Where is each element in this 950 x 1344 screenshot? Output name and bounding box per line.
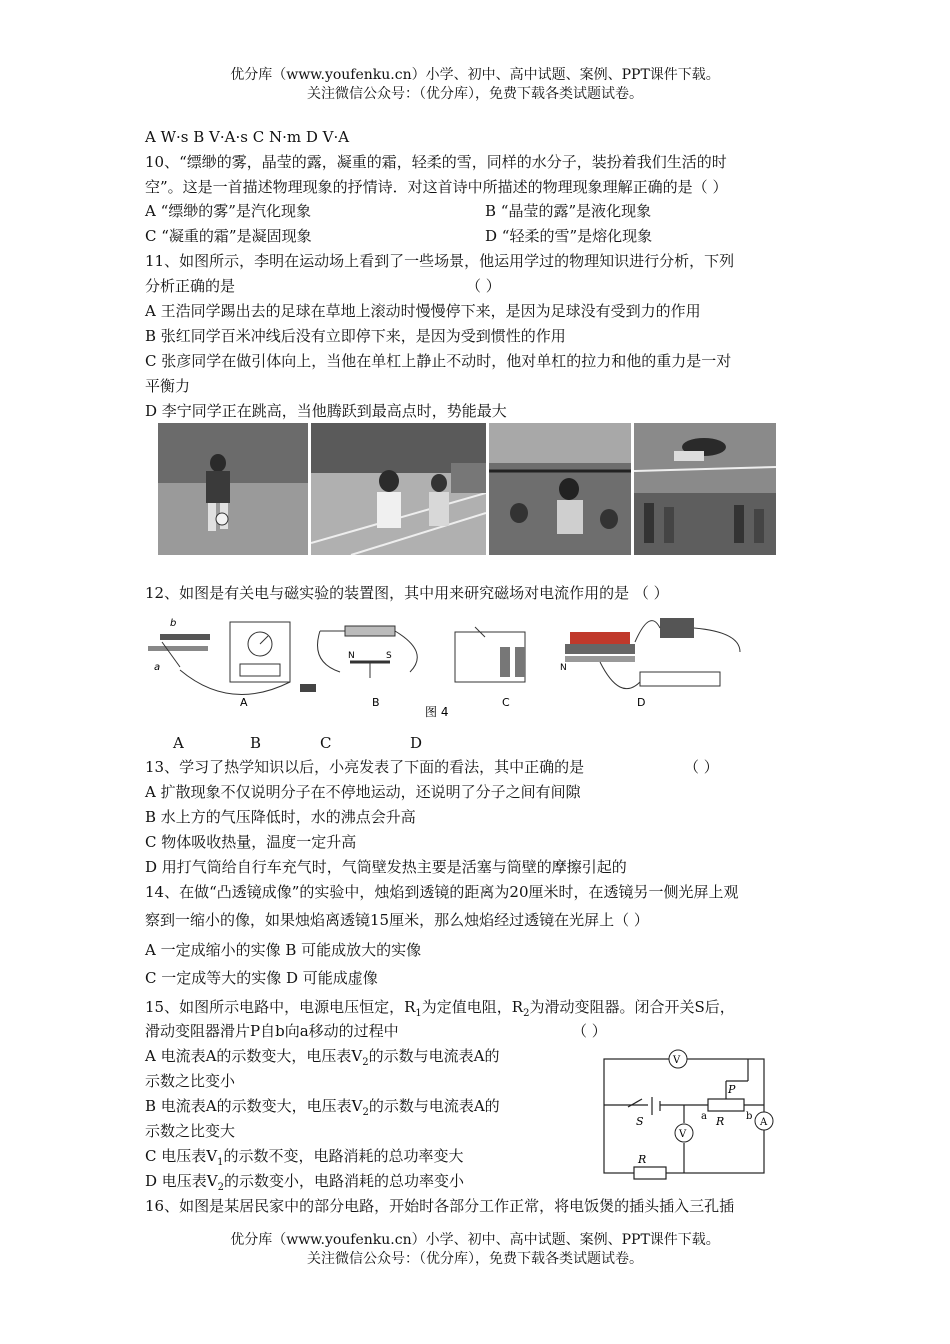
q10-option-b: B “晶莹的露”是液化现象	[485, 202, 652, 220]
q12-stem: 12、如图是有关电与磁实验的装置图，其中用来研究磁场对电流作用的是 （ ）	[145, 584, 669, 602]
q14-options-cd: C 一定成等大的实像 D 可能成虚像	[145, 969, 378, 987]
circuit-ammeter-label: A	[760, 1117, 768, 1128]
q10-stem-2: 空”。这是一首描述物理现象的抒情诗．对这首诗中所描述的物理现象理解正确的是（ ）	[145, 178, 728, 196]
header-line-1: 优分库（www.youfenku.cn）小学、初中、高中试题、案例、PPT课件下载。	[230, 67, 720, 83]
fig-d-apparatus	[560, 618, 740, 689]
fig-letter-s: S	[386, 651, 392, 661]
q15-answer-paren: （ ）	[572, 1022, 607, 1040]
q13-stem: 13、学习了热学知识以后，小亮发表了下面的看法，其中正确的是	[145, 758, 585, 776]
q11-option-c-1: C 张彦同学在做引体向上，当他在单杠上静止不动时，他对单杠的拉力和他的重力是一对	[145, 352, 732, 370]
circuit-v2-label: V	[679, 1129, 687, 1140]
photo-sprint	[311, 423, 486, 555]
circuit-s-label: S	[636, 1115, 644, 1128]
circuit-a-label: a	[701, 1111, 707, 1122]
q15-option-b-2: 示数之比变大	[145, 1122, 236, 1140]
fig-letter-n2: N	[560, 663, 567, 673]
q11-answer-paren: （ ）	[466, 277, 501, 295]
q15-circuit	[598, 1045, 778, 1185]
circuit-p-label: P	[728, 1083, 736, 1096]
q13-option-a: A 扩散现象不仅说明分子在不停地运动，还说明了分子之间有间隙	[145, 783, 581, 801]
q12-answer-d: D	[410, 734, 423, 752]
footer-line-1: 优分库（www.youfenku.cn）小学、初中、高中试题、案例、PPT课件下载。	[230, 1232, 720, 1248]
q15-option-a-2: 示数之比变小	[145, 1072, 236, 1090]
circuit-v1-label: V	[673, 1055, 681, 1066]
fig-caption: 图 4	[425, 705, 449, 719]
q13-option-d: D 用打气筒给自行车充气时，气筒壁发热主要是活塞与筒壁的摩擦引起的	[145, 858, 627, 876]
photo-soccer	[158, 423, 308, 555]
q11-option-a: A 王浩同学踢出去的足球在草地上滚动时慢慢停下来，是因为足球没有受到力的作用	[145, 302, 701, 320]
photo-high-jump	[634, 423, 776, 555]
q10-option-d: D “轻柔的雪”是熔化现象	[485, 227, 653, 245]
fig-letter-b: b	[170, 618, 177, 629]
q9-options: A W·s B V·A·s C N·m D V·A	[145, 128, 350, 146]
q10-option-c: C “凝重的霜”是凝固现象	[145, 227, 312, 245]
fig-sublabel-b: B	[372, 696, 380, 709]
q15-option-c: C 电压表$V_1$的示数不变，电路消耗的总功率变大	[145, 1147, 464, 1168]
q11-option-b: B 张红同学百米冲线后没有立即停下来，是因为受到惯性的作用	[145, 327, 566, 345]
q10-stem-1: 10、“缥缈的雾，晶莹的露，凝重的霜，轻柔的雪，同样的水分子，装扮着我们生活的时	[145, 153, 727, 171]
fig-sublabel-c: C	[502, 696, 510, 709]
circuit-r1-label: R	[638, 1153, 647, 1166]
q15-option-b-1: B 电流表A的示数变大，电压表$V_2$的示数与电流表A的	[145, 1097, 500, 1118]
q11-option-c-2: 平衡力	[145, 377, 191, 395]
q11-option-d: D 李宁同学正在跳高，当他腾跃到最高点时，势能最大	[145, 402, 507, 420]
photo-pull-up	[489, 423, 631, 555]
q10-option-a: A “缥缈的雾”是汽化现象	[145, 202, 311, 220]
header-line-2: 关注微信公众号：（优分库），免费下载各类试题试卷。	[307, 86, 643, 102]
q12-figure	[140, 612, 755, 722]
q11-stem-1: 11、如图所示，李明在运动场上看到了一些场景，他运用学过的物理知识进行分析，下列	[145, 252, 735, 270]
fig-letter-a: a	[154, 662, 161, 673]
fig-b-apparatus	[318, 626, 418, 678]
q13-option-b: B 水上方的气压降低时，水的沸点会升高	[145, 808, 416, 826]
circuit-b-label: b	[746, 1111, 753, 1122]
q13-option-c: C 物体吸收热量，温度一定升高	[145, 833, 357, 851]
fig-c-apparatus	[455, 627, 525, 682]
q12-answer-c: C	[320, 734, 332, 752]
q15-option-d: D 电压表$V_2$的示数变小，电路消耗的总功率变小	[145, 1172, 465, 1193]
q14-stem-2: 察到一缩小的像，如果烛焰离透镜15厘米，那么烛焰经过透镜在光屏上（ ）	[145, 911, 649, 929]
fig-sublabel-a: A	[240, 696, 248, 709]
fig-sublabel-d: D	[637, 696, 646, 709]
q15-option-a-1: A 电流表A的示数变大，电压表$V_2$的示数与电流表A的	[145, 1047, 500, 1068]
circuit-r2-label: R	[716, 1115, 725, 1128]
q11-stem-2: 分析正确的是	[145, 277, 236, 295]
footer-line-2: 关注微信公众号：（优分库），免费下载各类试题试卷。	[307, 1251, 643, 1267]
q13-answer-paren: （ ）	[684, 758, 719, 776]
q12-answer-b: B	[250, 734, 262, 752]
q14-options-ab: A 一定成缩小的实像 B 可能成放大的实像	[145, 941, 422, 959]
q16-stem-1: 16、如图是某居民家中的部分电路，开始时各部分工作正常，将电饭煲的插头插入三孔插	[145, 1197, 735, 1215]
q15-stem-1: 15、如图所示电路中，电源电压恒定，$R_1$为定值电阻，$R_2$为滑动变阻器。闭合开关S后，	[145, 998, 735, 1019]
fig-a-apparatus	[148, 618, 316, 695]
fig-letter-n: N	[348, 651, 355, 661]
q14-stem-1: 14、在做“凸透镜成像”的实验中，烛焰到透镜的距离为20厘米时，在透镜另一侧光屏上观	[145, 883, 739, 901]
q12-answer-a: A	[173, 734, 184, 752]
q15-stem-2: 滑动变阻器滑片P自b向a移动的过程中	[145, 1022, 399, 1040]
